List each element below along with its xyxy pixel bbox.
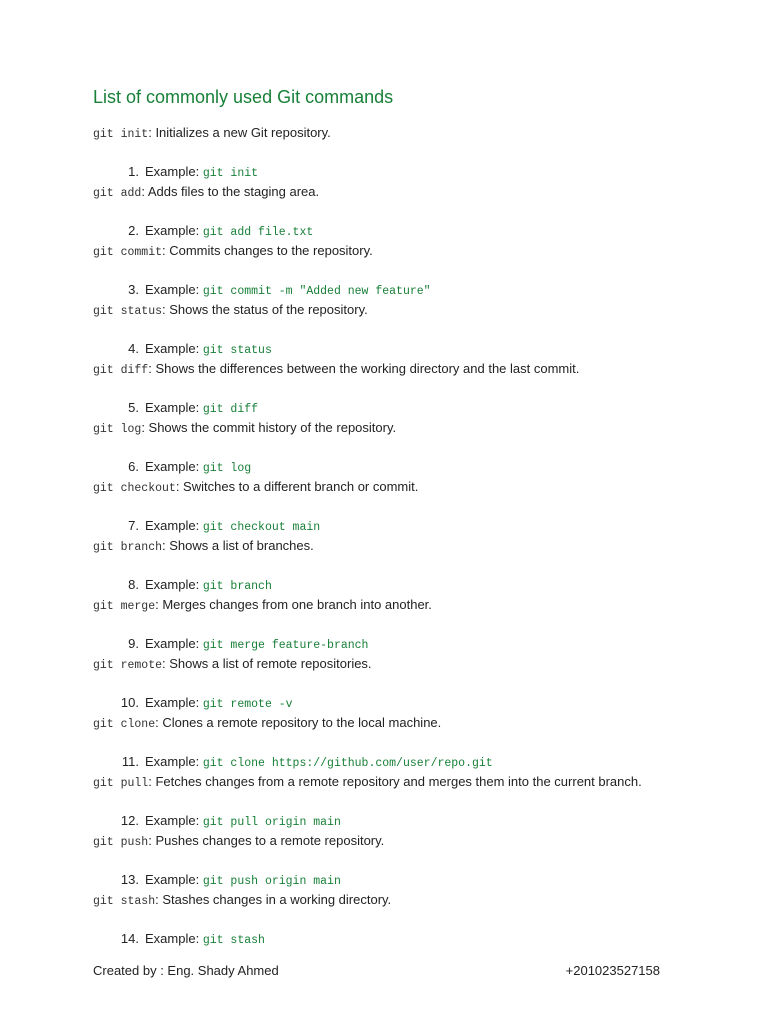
example-number: 3. [128,282,139,297]
command-description [93,242,693,262]
example-code: git merge feature-branch [202,639,369,652]
command-text: : Shows a list of remote repositories. [162,656,372,671]
example-line [93,930,693,950]
command-text: : Switches to a different branch or commit. [175,479,419,494]
example-number: 12. [120,813,139,828]
example-line [93,163,693,183]
example-number: 5. [128,400,139,415]
command-item [93,124,693,183]
command-name: git checkout [93,482,176,495]
command-name: git commit [93,246,163,259]
command-description [93,773,693,793]
example-label: Example: [145,931,200,946]
command-item [93,183,693,242]
example-code: git status [202,344,272,357]
example-code: git init [202,167,259,180]
command-item [93,478,693,537]
command-name: git remote [93,659,163,672]
example-label: Example: [145,341,200,356]
page-footer [93,962,660,980]
example-code: git commit -m "Added new feature" [202,285,431,298]
command-name: git status [93,305,163,318]
command-description [93,655,693,675]
command-text: : Adds files to the staging area. [141,184,320,199]
example-code: git diff [202,403,259,416]
command-description [93,478,693,498]
example-number: 2. [128,223,139,238]
document-body [93,86,693,950]
example-line [93,576,693,596]
example-label: Example: [145,223,200,238]
example-label: Example: [145,518,200,533]
example-number: 8. [128,577,139,592]
command-text: : Shows a list of branches. [162,538,314,553]
phone-number: +201023527158 [565,963,660,978]
example-code: git pull origin main [202,816,341,829]
command-name: git add [93,187,142,200]
command-text: : Commits changes to the repository. [162,243,373,258]
example-code: git add file.txt [202,226,314,239]
command-text: : Stashes changes in a working directory. [155,892,392,907]
command-item [93,360,693,419]
command-description [93,832,693,852]
example-line [93,812,693,832]
example-code: git branch [202,580,272,593]
command-description [93,360,693,380]
example-line [93,399,693,419]
command-item [93,832,693,891]
command-name: git merge [93,600,156,613]
example-label: Example: [145,459,200,474]
example-label: Example: [145,695,200,710]
command-item [93,891,693,950]
command-name: git diff [93,364,149,377]
command-description [93,537,693,557]
command-text: : Initializes a new Git repository. [148,125,331,140]
command-name: git clone [93,718,156,731]
command-name: git push [93,836,149,849]
command-text: : Fetches changes from a remote repository and merges them into the current branch. [148,774,642,789]
command-item [93,537,693,596]
author-credit: Created by : Eng. Shady Ahmed [93,963,279,978]
command-description [93,891,693,911]
example-number: 9. [128,636,139,651]
example-number: 1. [128,164,139,179]
example-label: Example: [145,872,200,887]
page-title: List of commonly used Git commands [93,87,394,107]
command-description [93,301,693,321]
example-number: 13. [120,872,139,887]
example-label: Example: [145,282,200,297]
example-line [93,694,693,714]
example-code: git clone https://github.com/user/repo.git [202,757,493,770]
example-code: git push origin main [202,875,341,888]
command-description [93,124,693,144]
command-text: : Shows the status of the repository. [162,302,368,317]
example-line [93,753,693,773]
example-line [93,458,693,478]
command-item [93,301,693,360]
example-code: git checkout main [202,521,321,534]
command-text: : Clones a remote repository to the local machine. [155,715,442,730]
example-line [93,517,693,537]
example-label: Example: [145,813,200,828]
example-label: Example: [145,400,200,415]
command-text: : Merges changes from one branch into another. [155,597,432,612]
example-code: git remote -v [202,698,293,711]
command-description [93,183,693,203]
example-number: 6. [128,459,139,474]
command-name: git stash [93,895,156,908]
command-text: : Pushes changes to a remote repository. [148,833,385,848]
example-line [93,635,693,655]
command-item [93,419,693,478]
example-number: 11. [121,754,139,769]
command-text: : Shows the commit history of the repository. [141,420,397,435]
example-number: 4. [128,341,139,356]
command-description [93,419,693,439]
example-label: Example: [145,636,200,651]
command-description [93,714,693,734]
command-item [93,655,693,714]
command-name: git pull [93,777,149,790]
example-label: Example: [145,164,200,179]
example-number: 7. [128,518,139,533]
command-item [93,773,693,832]
command-item [93,242,693,301]
command-text: : Shows the differences between the working directory and the last commit. [148,361,580,376]
command-item [93,596,693,655]
example-number: 14. [120,931,139,946]
example-line [93,281,693,301]
example-line [93,222,693,242]
example-code: git stash [202,934,265,947]
example-number: 10. [120,695,139,710]
command-name: git branch [93,541,163,554]
example-code: git log [202,462,252,475]
command-name: git log [93,423,142,436]
example-label: Example: [145,577,200,592]
command-item [93,714,693,773]
example-line [93,871,693,891]
example-line [93,340,693,360]
command-description [93,596,693,616]
example-label: Example: [145,754,200,769]
command-name: git init [93,128,149,141]
